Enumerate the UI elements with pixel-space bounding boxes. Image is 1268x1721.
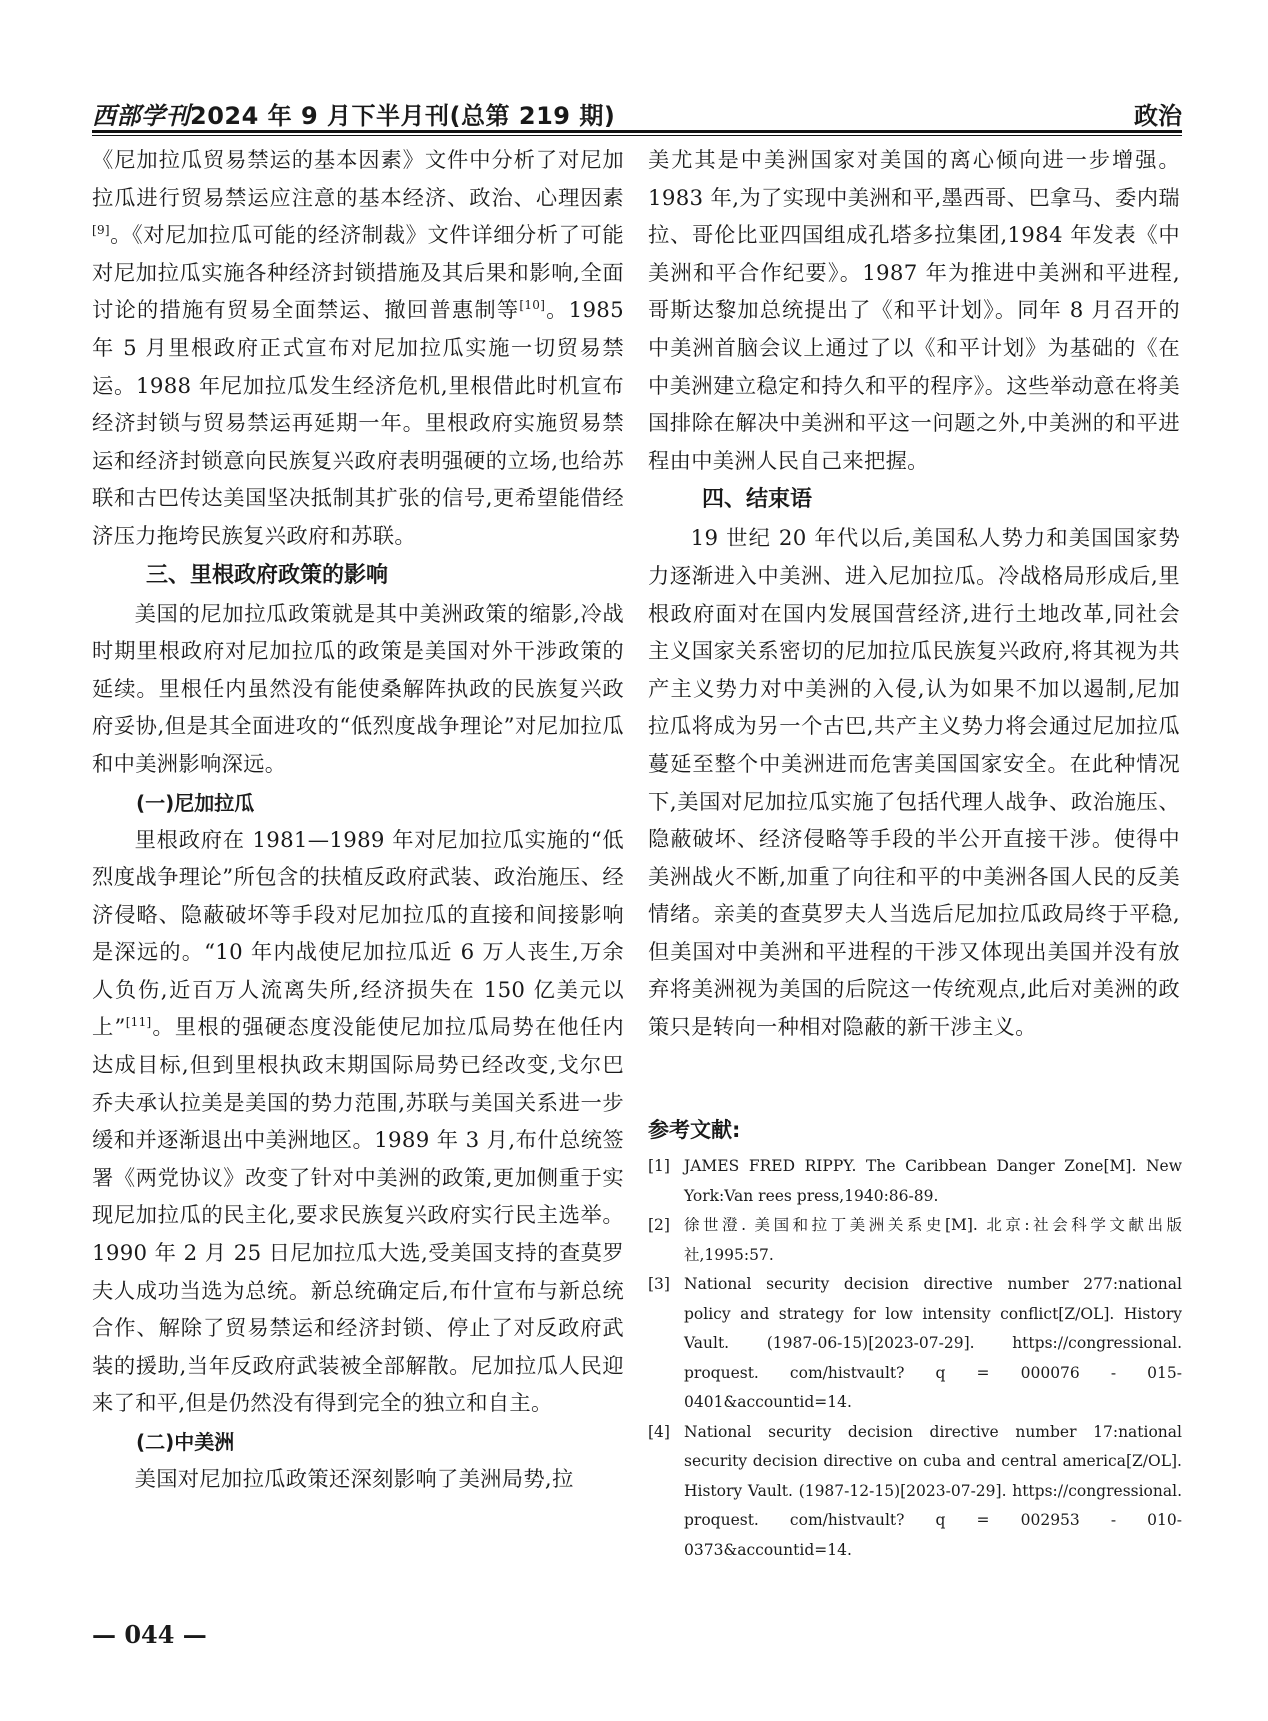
reference-item — [648, 1211, 1182, 1270]
reference-text: National security decision directive number 17:national security decision directive on cuba and central america[Z/OL]. History Vault. (1987-12-15)[2023-07-29]. https://congressional. proquest. com/histvault? q = 002953 - 010-0373&accountid=14. — [684, 1422, 1182, 1559]
reference-item — [648, 1152, 1182, 1211]
text-run: 。1985 年 5 月里根政府正式宣布对尼加拉瓜实施一切贸易禁运。1988 年尼加拉瓜发生经济危机,里根借此时机宣布经济封锁与贸易禁运再延期一年。里根政府实施贸易禁运和经济封锁意向民族复兴政府表明强硬的立场,也给苏联和古巴传达美国坚决抵制其扩张的信号,更希望能借经济压力拖垮民族复兴政府和苏联。 — [92, 298, 625, 549]
journal-logo: 西部学刊 — [92, 101, 190, 130]
citation: [9] — [92, 223, 110, 238]
paragraph: 美尤其是中美洲国家对美国的离心倾向进一步增强。1983 年,为了实现中美洲和平,墨西哥、巴拿马、委内瑞拉、哥伦比亚四国组成孔塔多拉集团,1984 年发表《中美洲和平合作纪要》。1987 年为推进中美洲和平进程,哥斯达黎加总统提出了《和平计划》。同年 8 月召开的中美洲首脑会议上通过了以《和平计划》为基础的《在中美洲建立稳定和持久和平的程序》。这些举动意在将美国排除在解决中美洲和平这一问题之外,中美洲的和平进程由中美洲人民自己来把握。 — [648, 148, 1180, 474]
paragraph: 19 世纪 20 年代以后,美国私人势力和美国国家势力逐渐进入中美洲、进入尼加拉瓜。冷战格局形成后,里根政府面对在国内发展国营经济,进行土地改革,同社会主义国家关系密切的尼加拉瓜民族复兴政府,将其视为共产主义势力对中美洲的入侵,认为如果不加以遏制,尼加拉瓜将成为另一个古巴,共产主义势力将会通过尼加拉瓜蔓延至整个中美洲进而危害美国国家安全。在此种情况下,美国对尼加拉瓜实施了包括代理人战争、政治施压、隐蔽破坏、经济侵略等手段的半公开直接干涉。使得中美洲战火不断,加重了向往和平的中美洲各国人民的反美情绪。亲美的查莫罗夫人当选后尼加拉瓜政局终于平稳,但美国对中美洲和平进程的干涉又体现出美国并没有放弃将美洲视为美国的后院这一传统观点,此后对美洲的政策只是转向一种相对隐蔽的新干涉主义。 — [648, 526, 1180, 1041]
section-heading: 四、结束语 — [702, 487, 813, 513]
subsection-heading: (二)中美洲 — [136, 1430, 235, 1454]
text-run: 里根政府在 1981—1989 年对尼加拉瓜实施的“低烈度战争理论”所包含的扶植反政府武装、政治施压、经济侵略、隐蔽破坏等手段对尼加拉瓜的直接和间接影响是深远的。“10 年内战使尼加拉瓜近 6 万人丧生,万余人负伤,近百万人流离失所,经济损失在 150 亿美元以上” — [92, 827, 624, 1041]
header-rule-thin — [92, 135, 1182, 136]
paragraph — [92, 822, 624, 1424]
right-column — [648, 142, 1180, 1047]
journal-title — [92, 96, 615, 131]
reference-item — [648, 1418, 1182, 1566]
reference-number: [1] — [648, 1157, 670, 1175]
reference-number: [3] — [648, 1275, 670, 1293]
left-column — [92, 142, 624, 1499]
reference-item — [648, 1270, 1182, 1418]
section-label: 政治 — [1134, 102, 1182, 130]
reference-text: JAMES FRED RIPPY. The Caribbean Danger Zone[M]. New York:Van rees press,1940:86-89. — [684, 1157, 1182, 1205]
paragraph: 美国的尼加拉瓜政策就是其中美洲政策的缩影,冷战时期里根政府对尼加拉瓜的政策是美国对外干涉政策的延续。里根任内虽然没有能使桑解阵执政的民族复兴政府妥协,但是其全面进攻的“低烈度战争理论”对尼加拉瓜和中美洲影响深远。 — [92, 601, 624, 777]
references-title: 参考文献: — [648, 1118, 741, 1142]
references — [648, 1112, 1182, 1565]
citation: [10] — [519, 298, 546, 313]
page-header — [92, 96, 1182, 132]
text-run: 《尼加拉瓜贸易禁运的基本因素》文件中分析了对尼加拉瓜进行贸易禁运应注意的基本经济、政治、心理因素 — [92, 148, 624, 211]
page-number: — 044 — — [92, 1620, 207, 1649]
reference-text: 徐世澄. 美国和拉丁美洲关系史[M]. 北京:社会科学文献出版社,1995:57. — [684, 1216, 1182, 1264]
text-run: 。《对尼加拉瓜可能的经济制裁》文件详细分析了可能对尼加拉瓜实施各种经济封锁措施及其后果和影响,全面讨论的措施有贸易全面禁运、撤回普惠制等 — [92, 223, 624, 324]
reference-text: National security decision directive number 277:national policy and strategy for low intensity conflict[Z/OL]. History Vault. (1987-06-15)[2023-07-29]. https://congressional. proquest. com/histvault? q = 000076 - 015-0401&accountid=14. — [684, 1275, 1182, 1411]
paragraph — [92, 142, 624, 556]
header-rule-thick — [92, 130, 1182, 133]
subsection-heading: (一)尼加拉瓜 — [136, 790, 255, 815]
citation: [11] — [125, 1015, 152, 1030]
reference-number: [2] — [648, 1216, 670, 1234]
paragraph: 美国对尼加拉瓜政策还深刻影响了美洲局势,拉 — [134, 1467, 574, 1492]
reference-number: [4] — [648, 1422, 670, 1441]
section-heading: 三、里根政府政策的影响 — [146, 562, 389, 588]
text-run: 。里根的强硬态度没能使尼加拉瓜局势在他任内达成目标,但到里根执政末期国际局势已经改变,戈尔巴乔夫承认拉美是美国的势力范围,苏联与美国关系进一步缓和并逐渐退出中美洲地区。1989 年 3 月,布什总统签署《两党协议》改变了针对中美洲的政策,更加侧重于实现尼加拉瓜的民主化,要求民族复兴政府实行民主选举。1990 年 2 月 25 日尼加拉瓜大选,受美国支持的查莫罗夫人成功当选为总统。新总统确定后,布什宣布与新总统合作、解除了贸易禁运和经济封锁、停止了对反政府武装的援助,当年反政府武装被全部解散。尼加拉瓜人民迎来了和平,但是仍然没有得到完全的独立和自主。 — [92, 1015, 624, 1417]
journal-issue: 2024 年 9 月下半月刊(总第 219 期) — [190, 102, 616, 130]
